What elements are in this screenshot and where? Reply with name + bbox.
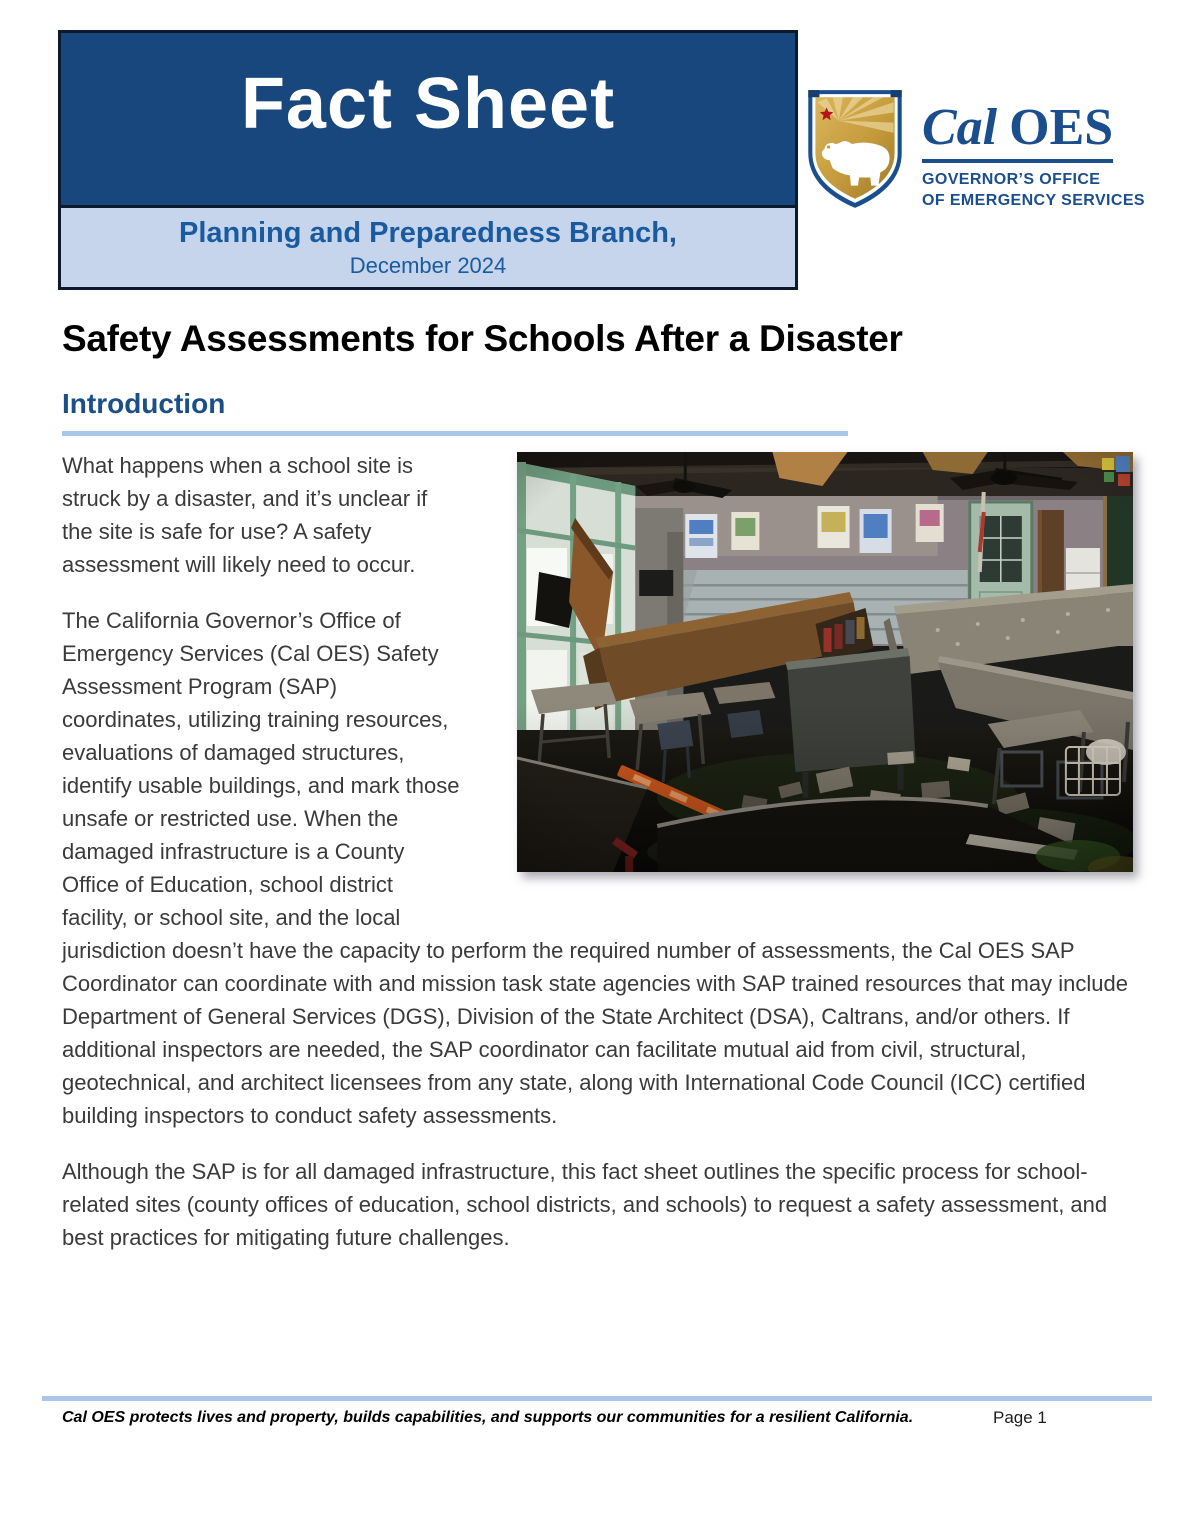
fact-sheet-banner: [58, 30, 798, 208]
section-heading-introduction: Introduction: [62, 388, 226, 419]
logo-cal: Cal: [922, 99, 998, 156]
damaged-classroom-photo: [517, 452, 1133, 872]
section-heading-rule: [62, 431, 848, 436]
footer-tagline: Cal OES protects lives and property, builds capabilities, and supports our communities for a resilient California.: [62, 1409, 914, 1426]
branch-banner: [58, 208, 798, 290]
cal-oes-shield-icon: [804, 82, 906, 214]
cal-oes-logo: [804, 82, 1145, 214]
branch-name: Planning and Preparedness Branch,: [179, 217, 677, 249]
paragraph-intro-1: What happens when a school site is struck by a disaster, and it’s unclear if the site is safe for use? A safety assessment will likely need to occur.: [62, 453, 428, 577]
document-title: Safety Assessments for Schools After a Disaster: [62, 318, 903, 359]
logo-org-line2: OF EMERGENCY SERVICES: [922, 191, 1145, 209]
logo-org: [922, 170, 1145, 212]
paragraph-intro-2: The California Governor’s Office of Emergency Services (Cal OES) Safety Assessment Program (SAP) coordinates, utilizing training resources, evaluations of damaged structures, identify usable buildings, and mark those unsafe or restricted use. When the damaged infrastructure is a County Office of Education, school district facility, or school site, and the local jurisdiction doesn’t have the capacity to perform the required number of assessments, the Cal OES SAP Coordinator can coordinate with and mission task state agencies with SAP trained resources that may include Department of General Services (DGS), Division of the State Architect (DSA), Caltrans, and/or others. If additional inspectors are needed, the SAP coordinator can facilitate mutual aid from civil, structural, geotechnical, and architect licensees from any state, along with International Code Council (ICC) certified building inspectors to conduct safety assessments.: [62, 608, 1128, 1128]
logo-org-line1: GOVERNOR’S OFFICE: [922, 171, 1101, 188]
footer-rule: [42, 1396, 1152, 1401]
logo-wordmark: [922, 99, 1114, 163]
logo-text: [922, 82, 1145, 212]
date-line: December 2024: [349, 253, 507, 278]
logo-oes: OES: [1009, 99, 1114, 156]
paragraph-intro-3: Although the SAP is for all damaged infrastructure, this fact sheet outlines the specific process for school-related sites (county offices of education, school districts, and schools) to request a safety assessment, and best practices for mitigating future challenges.: [62, 1159, 1108, 1250]
fact-sheet-title: Fact Sheet: [240, 64, 616, 144]
article-body: [62, 449, 1133, 1277]
page-number: Page 1: [993, 1408, 1047, 1427]
